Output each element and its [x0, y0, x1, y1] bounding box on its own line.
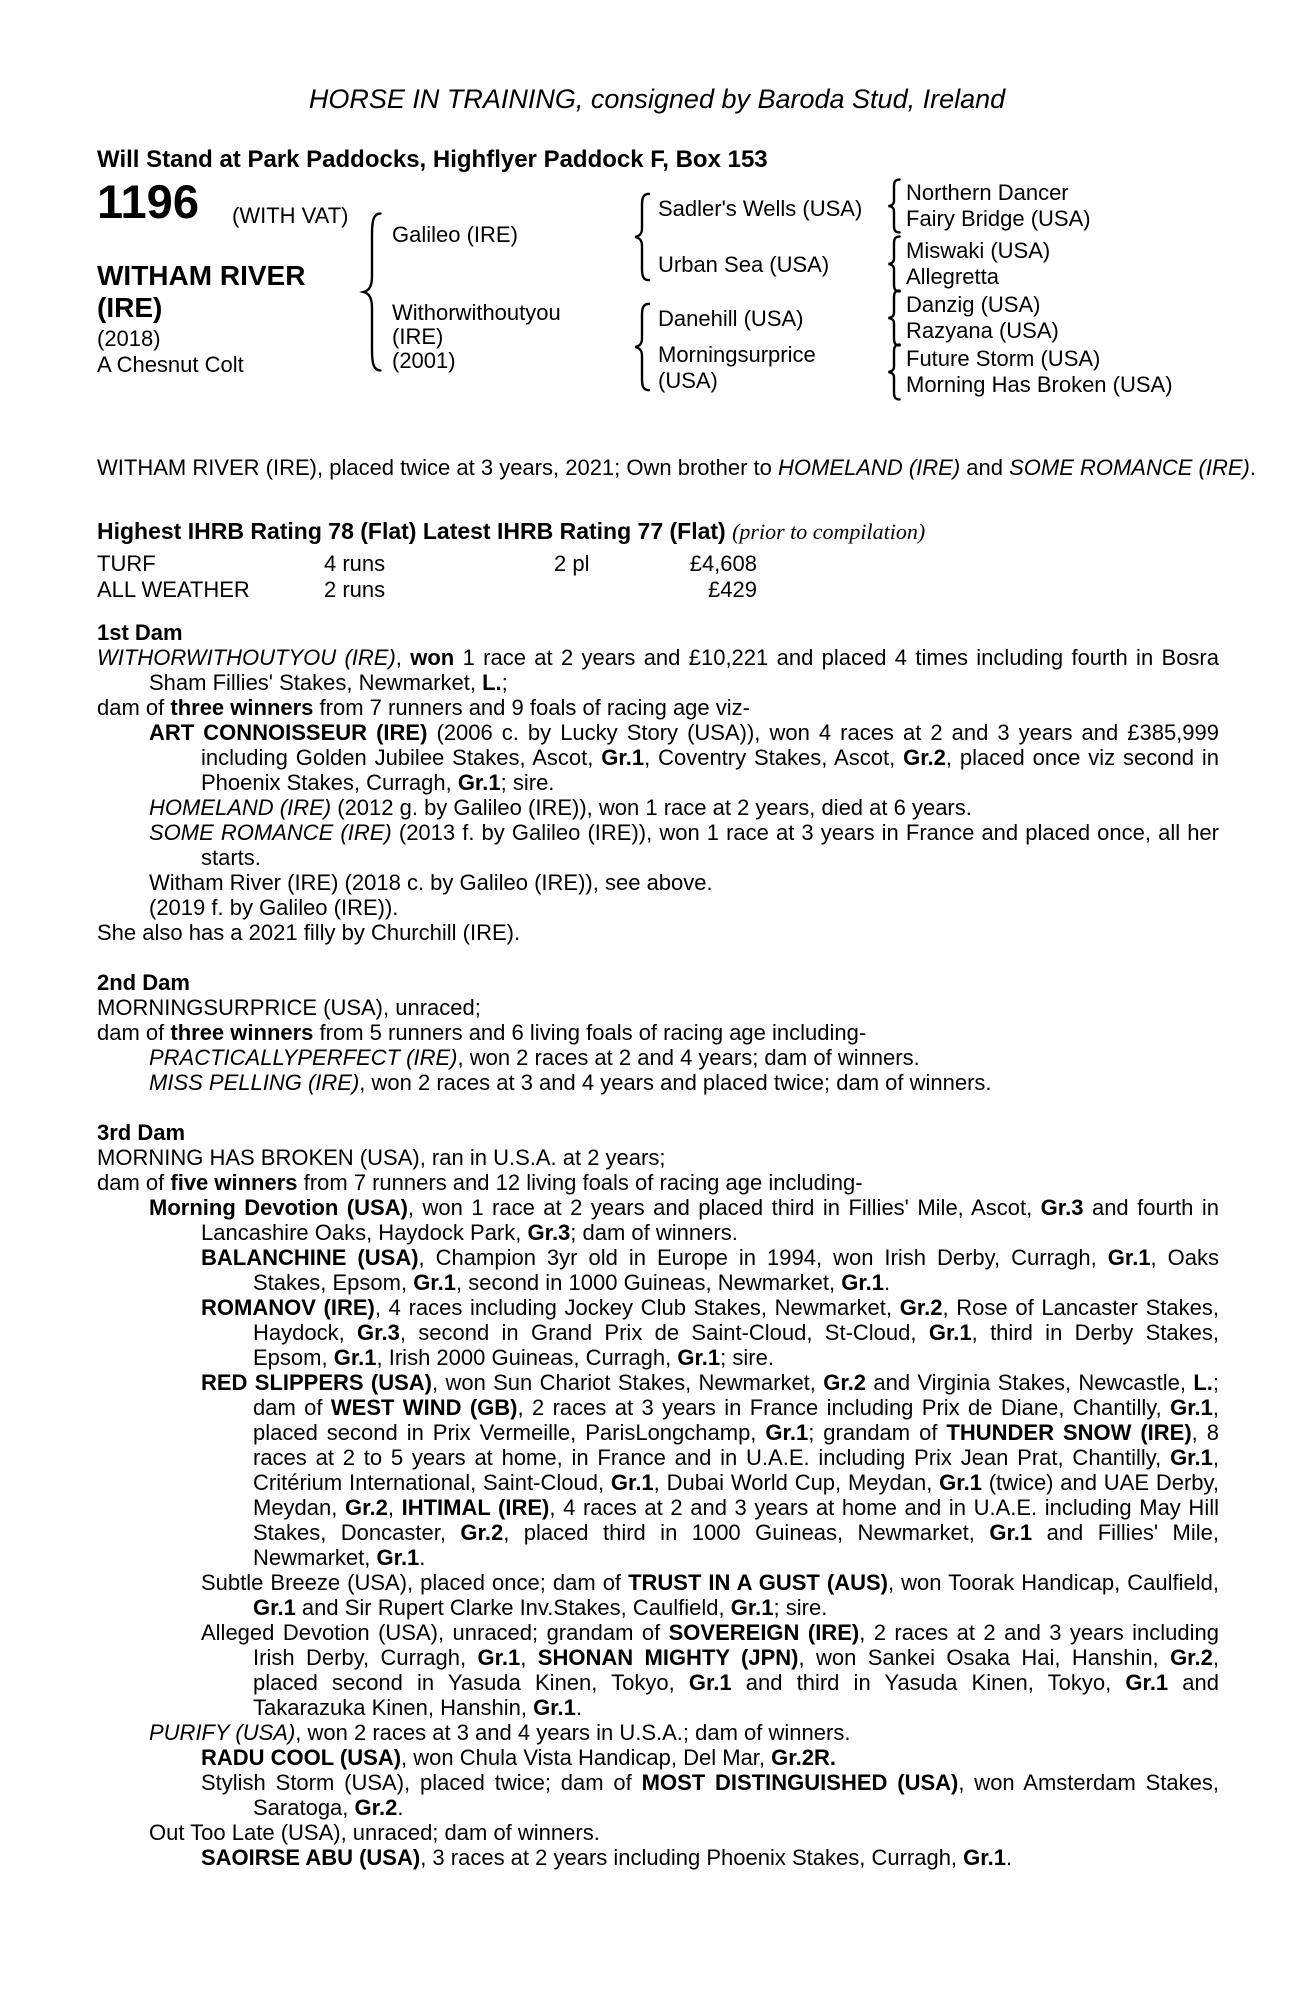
- text-run: Gr.1: [601, 745, 645, 770]
- text-run: Gr.1: [841, 1270, 885, 1295]
- text-run: Gr.1: [333, 1345, 377, 1370]
- text-run: ; dam of: [253, 1370, 1220, 1420]
- text-run: WEST WIND (GB): [330, 1395, 518, 1420]
- pedigree-sire-sire: Sadler's Wells (USA): [658, 196, 863, 221]
- pedigree-text-paragraph: [97, 895, 1219, 920]
- text-run: ; sire.: [720, 1345, 774, 1370]
- text-run: Gr.1: [376, 1545, 420, 1570]
- text-run: Gr.1: [963, 1845, 1006, 1870]
- pedigree-text-paragraph: [97, 1620, 1219, 1720]
- text-run: SOVEREIGN (IRE): [668, 1620, 860, 1645]
- pedigree-text-paragraph: [97, 1020, 1219, 1045]
- text-run: , Irish 2000 Guineas, Curragh,: [376, 1345, 678, 1370]
- text-run: dam of: [97, 1020, 171, 1045]
- consignor-title: HORSE IN TRAINING, consigned by Baroda Stud, Ireland: [308, 84, 1006, 114]
- text-run: MORNINGSURPRICE (USA), unraced;: [97, 995, 481, 1020]
- dam-sections: [97, 620, 1219, 1870]
- text-run: , Coventry Stakes, Ascot,: [644, 745, 904, 770]
- text-run: , placed second in Prix Vermeille, ParisLongchamp,: [253, 1395, 1220, 1445]
- text-run: ; sire.: [500, 770, 555, 795]
- pedigree-text-paragraph: [97, 1170, 1219, 1195]
- runs-cell: 4 runs: [324, 551, 386, 576]
- pedigree-text-paragraph: [97, 1770, 1219, 1820]
- text-run: , won Toorak Handicap, Caulfield,: [888, 1570, 1219, 1595]
- text-run: Gr.1: [457, 770, 501, 795]
- text-run: Stylish Storm (USA), placed twice; dam of: [201, 1770, 642, 1795]
- text-run: ROMANOV (IRE): [201, 1295, 375, 1320]
- pedigree-text-paragraph: [97, 1570, 1219, 1620]
- pedigree-text-paragraph: [97, 795, 1219, 820]
- pedigree-dam-dam-line2: (USA): [658, 368, 718, 393]
- pedigree-brace-gen1-icon: [360, 212, 384, 372]
- horse-name-line1: WITHAM RIVER: [97, 260, 306, 291]
- text-run: won: [410, 645, 455, 670]
- text-run: , Champion 3yr old in Europe in 1994, won Irish Derby, Curragh,: [418, 1245, 1108, 1270]
- text-run: Gr.2: [354, 1795, 398, 1820]
- pedigree-text-paragraph: [97, 1820, 1219, 1845]
- pedigree-text-paragraph: [97, 995, 1219, 1020]
- pedigree-dam-line3: (2001): [392, 348, 456, 373]
- text-run: Gr.2R.: [771, 1745, 836, 1770]
- text-run: from 7 runners and 12 living foals of racing age including-: [297, 1170, 863, 1195]
- dam-section: [97, 1120, 1219, 1870]
- pedigree-text-paragraph: [97, 645, 1219, 695]
- text-run: Gr.1: [1170, 1395, 1213, 1420]
- text-run: Gr.1: [928, 1320, 972, 1345]
- text-run: SOME ROMANCE (IRE): [1009, 455, 1250, 480]
- text-run: WITHAM RIVER (IRE), placed twice at 3 years, 2021; Own brother to: [97, 455, 779, 480]
- text-run: three winners: [170, 1020, 314, 1045]
- text-run: , Dubai World Cup, Meydan,: [653, 1470, 940, 1495]
- text-run: , placed third in 1000 Guineas, Newmarket,: [503, 1520, 990, 1545]
- pedigree-sss: Northern Dancer: [906, 180, 1069, 205]
- text-run: Gr.1: [253, 1595, 296, 1620]
- text-run: Gr.2: [1170, 1645, 1213, 1670]
- text-run: , won 2 races at 3 and 4 years in U.S.A.; dam of winners.: [295, 1720, 851, 1745]
- text-run: dam of: [97, 695, 171, 720]
- pedigree-brace-ds-icon: [886, 290, 902, 346]
- text-run: ,: [387, 1495, 402, 1520]
- text-run: SAOIRSE ABU (USA): [201, 1845, 421, 1870]
- horse-description: A Chesnut Colt: [97, 352, 244, 377]
- text-run: (2013 f. by Galileo (IRE)), won 1 race at 3 years in France and placed once, all her starts.: [201, 820, 1219, 870]
- race-record-table: [97, 551, 797, 603]
- text-run: Gr.1: [1170, 1445, 1213, 1470]
- pedigree-dam-line1: Withorwithoutyou: [392, 300, 561, 325]
- pedigree-text-paragraph: [97, 1295, 1219, 1370]
- rating-note: (prior to compilation): [732, 519, 926, 544]
- text-run: , 3 races at 2 years including Phoenix Stakes, Curragh,: [420, 1845, 964, 1870]
- text-run: , Rose of Lancaster Stakes, Haydock,: [253, 1295, 1220, 1345]
- pedigree-text-paragraph: [97, 1370, 1219, 1570]
- text-run: Gr.2: [823, 1370, 867, 1395]
- text-run: , placed once viz second in Phoenix Stakes, Curragh,: [201, 745, 1219, 795]
- text-run: .: [419, 1545, 426, 1570]
- text-run: , won Amsterdam Stakes, Saratoga,: [253, 1770, 1219, 1820]
- pedigree-sire: Galileo (IRE): [392, 222, 518, 247]
- text-run: (2012 g. by Galileo (IRE)), won 1 race at 2 years, died at 6 years.: [331, 795, 972, 820]
- text-run: SHONAN MIGHTY (JPN): [537, 1645, 799, 1670]
- pedigree-dam-dam-line1: Morningsurprice: [658, 342, 816, 367]
- text-run: ART CONNOISSEUR (IRE): [149, 720, 428, 745]
- text-run: Gr.1: [989, 1520, 1033, 1545]
- text-run: (2006 c. by Lucky Story (USA)), won 4 races at 2 and 3 years and £385,999 including Golden Jubilee Stakes, Ascot,: [201, 720, 1220, 770]
- text-run: She also has a 2021 filly by Churchill (IRE).: [97, 920, 521, 945]
- pedigree-dsd: Razyana (USA): [906, 318, 1059, 343]
- text-run: MISS PELLING (IRE): [149, 1070, 360, 1095]
- pedigree-text-paragraph: [97, 1845, 1219, 1870]
- race-record-paragraph: [97, 455, 1271, 481]
- pedigree-ddd: Morning Has Broken (USA): [906, 372, 1173, 397]
- lot-number: 1196: [97, 175, 199, 228]
- text-run: Morning Devotion (USA): [149, 1195, 408, 1220]
- pedigree-text-paragraph: [97, 695, 1219, 720]
- text-run: Gr.1: [413, 1270, 456, 1295]
- pedigree-text-paragraph: [97, 1070, 1219, 1095]
- text-run: , Critérium International, Saint-Cloud,: [253, 1445, 1219, 1495]
- rating-line: [97, 518, 925, 545]
- earnings-cell: £429: [708, 577, 757, 602]
- text-run: , second in Grand Prix de Saint-Cloud, St-Cloud,: [399, 1320, 929, 1345]
- text-run: Gr.1: [610, 1470, 654, 1495]
- text-run: SOME ROMANCE (IRE): [149, 820, 392, 845]
- text-run: WITHORWITHOUTYOU (IRE): [97, 645, 396, 670]
- text-run: L.: [1193, 1370, 1213, 1395]
- text-run: ; grandam of: [808, 1420, 947, 1445]
- text-run: Gr.1: [1125, 1670, 1169, 1695]
- pedigree-dam-line2: (IRE): [392, 324, 444, 349]
- text-run: and Fillies' Mile, Newmarket,: [253, 1520, 1219, 1570]
- pedigree-brace-ss-icon: [886, 179, 902, 233]
- rating-headline: Highest IHRB Rating 78 (Flat) Latest IHRB Rating 77 (Flat): [97, 518, 726, 544]
- pedigree-ssd: Fairy Bridge (USA): [906, 206, 1091, 231]
- placings-cell: 2 pl: [554, 551, 590, 576]
- text-run: from 7 runners and 9 foals of racing age viz-: [313, 695, 750, 720]
- text-run: MOST DISTINGUISHED (USA): [641, 1770, 959, 1795]
- text-run: TRUST IN A GUST (AUS): [628, 1570, 888, 1595]
- text-run: and Takarazuka Kinen, Hanshin,: [253, 1670, 1220, 1720]
- pedigree-text-paragraph: [97, 920, 1219, 945]
- text-run: , won Chula Vista Handicap, Del Mar,: [401, 1745, 772, 1770]
- text-run: Out Too Late (USA), unraced; dam of winners.: [149, 1820, 600, 1845]
- text-run: BALANCHINE (USA): [201, 1245, 419, 1270]
- pedigree-brace-sire-icon: [632, 193, 652, 281]
- text-run: , second in 1000 Guineas, Newmarket,: [456, 1270, 842, 1295]
- text-run: .: [575, 1695, 582, 1720]
- pedigree-text-paragraph: [97, 1720, 1219, 1745]
- pedigree-text-paragraph: [97, 1245, 1219, 1295]
- pedigree-dds: Future Storm (USA): [906, 346, 1101, 371]
- text-run: Gr.1: [730, 1595, 774, 1620]
- text-run: ; sire.: [773, 1595, 828, 1620]
- stand-location-line: Will Stand at Park Paddocks, Highflyer Paddock F, Box 153: [97, 146, 768, 173]
- table-row: [97, 551, 797, 577]
- text-run: .: [884, 1270, 891, 1295]
- text-run: ,: [520, 1645, 538, 1670]
- text-run: Subtle Breeze (USA), placed once; dam of: [201, 1570, 629, 1595]
- text-run: , won Sankei Osaka Hai, Hanshin,: [798, 1645, 1171, 1670]
- text-run: , third in Derby Stakes, Epsom,: [253, 1320, 1219, 1370]
- lot-vat-note: (WITH VAT): [232, 203, 349, 228]
- text-run: dam of: [97, 1170, 171, 1195]
- text-run: Witham River (IRE) (2018 c. by Galileo (IRE)), see above.: [149, 870, 713, 895]
- text-run: and Sir Rupert Clarke Inv.Stakes, Caulfield,: [295, 1595, 731, 1620]
- text-run: HOMELAND (IRE): [149, 795, 332, 820]
- text-run: Gr.3: [1040, 1195, 1084, 1220]
- text-run: and fourth in Lancashire Oaks, Haydock Park,: [201, 1195, 1219, 1245]
- surface-cell: ALL WEATHER: [97, 577, 250, 602]
- text-run: PRACTICALLYPERFECT (IRE): [149, 1045, 458, 1070]
- pedigree-brace-sd-icon: [886, 236, 902, 292]
- pedigree-text-paragraph: [97, 820, 1219, 870]
- text-run: , 4 races at 2 and 3 years at home and in U.A.E. including May Hill Stakes, Doncaster,: [253, 1495, 1219, 1545]
- text-run: PURIFY (USA): [149, 1720, 296, 1745]
- text-run: 1 race at 2 years and £10,221 and placed 4 times including fourth in Bosra Sham Fillies' Stakes, Newmarket,: [149, 645, 1219, 695]
- runs-cell: 2 runs: [324, 577, 386, 602]
- text-run: and Virginia Stakes, Newcastle,: [866, 1370, 1194, 1395]
- pedigree-text-paragraph: [97, 720, 1219, 795]
- pedigree-brace-dam-icon: [632, 303, 652, 391]
- text-run: Gr.1: [688, 1670, 732, 1695]
- text-run: L.: [482, 670, 502, 695]
- text-run: , won 2 races at 3 and 4 years and placed twice; dam of winners.: [359, 1070, 992, 1095]
- text-run: (twice) and UAE Derby, Meydan,: [253, 1470, 1219, 1520]
- text-run: , 8 races at 2 to 5 years at home, in France and in U.A.E. including Prix Jean Prat, Chantilly,: [253, 1420, 1219, 1470]
- pedigree-brace-dd-icon: [886, 344, 902, 400]
- text-run: Gr.1: [533, 1695, 576, 1720]
- text-run: and: [960, 455, 1010, 480]
- text-run: Gr.1: [677, 1345, 721, 1370]
- pedigree-text-paragraph: [97, 870, 1219, 895]
- pedigree-text-paragraph: [97, 1745, 1219, 1770]
- text-run: Gr.1: [477, 1645, 521, 1670]
- earnings-cell: £4,608: [689, 551, 757, 576]
- dam-section-heading: 3rd Dam: [97, 1120, 186, 1145]
- text-run: .: [397, 1795, 404, 1820]
- text-run: HOMELAND (IRE): [778, 455, 961, 480]
- text-run: Gr.2: [345, 1495, 388, 1520]
- dam-section: [97, 620, 1219, 945]
- pedigree-text-paragraph: [97, 1195, 1219, 1245]
- text-run: from 5 runners and 6 living foals of racing age including-: [313, 1020, 867, 1045]
- table-row: [97, 577, 797, 603]
- dam-section: [97, 970, 1219, 1095]
- dam-section-heading: 1st Dam: [97, 620, 183, 645]
- text-run: , placed second in Yasuda Kinen, Tokyo,: [253, 1645, 1219, 1695]
- text-run: .: [1005, 1845, 1013, 1870]
- text-run: , 4 races including Jockey Club Stakes, Newmarket,: [374, 1295, 900, 1320]
- text-run: THUNDER SNOW (IRE): [946, 1420, 1192, 1445]
- text-run: Gr.1: [1107, 1245, 1151, 1270]
- text-run: Alleged Devotion (USA), unraced; grandam of: [201, 1620, 669, 1645]
- text-run: .: [1249, 455, 1256, 480]
- text-run: Gr.1: [765, 1420, 809, 1445]
- pedigree-sdd: Allegretta: [906, 264, 999, 289]
- text-run: Gr.2: [903, 745, 946, 770]
- pedigree-dam-sire: Danehill (USA): [658, 306, 804, 331]
- text-run: Gr.1: [939, 1470, 982, 1495]
- pedigree-sire-dam: Urban Sea (USA): [658, 252, 830, 277]
- text-run: three winners: [170, 695, 314, 720]
- text-run: Gr.3: [527, 1220, 571, 1245]
- text-run: and third in Yasuda Kinen, Tokyo,: [731, 1670, 1126, 1695]
- text-run: Gr.3: [357, 1320, 400, 1345]
- surface-cell: TURF: [97, 551, 156, 576]
- pedigree-text-paragraph: [97, 1145, 1219, 1170]
- dam-section-heading: 2nd Dam: [97, 970, 190, 995]
- text-run: , Oaks Stakes, Epsom,: [253, 1245, 1220, 1295]
- text-run: , 2 races at 3 years in France including Prix de Diane, Chantilly,: [517, 1395, 1171, 1420]
- pedigree-sds: Miswaki (USA): [906, 238, 1051, 263]
- text-run: five winners: [170, 1170, 298, 1195]
- text-run: IHTIMAL (IRE): [401, 1495, 550, 1520]
- text-run: ;: [501, 670, 508, 695]
- horse-name-line2: (IRE): [97, 292, 163, 323]
- text-run: (2019 f. by Galileo (IRE)).: [149, 895, 399, 920]
- text-run: , won 2 races at 2 and 4 years; dam of winners.: [457, 1045, 920, 1070]
- text-run: Gr.2: [460, 1520, 504, 1545]
- text-run: RADU COOL (USA): [201, 1745, 402, 1770]
- pedigree-dss: Danzig (USA): [906, 292, 1041, 317]
- text-run: MORNING HAS BROKEN (USA), ran in U.S.A. at 2 years;: [97, 1145, 666, 1170]
- text-run: Gr.2: [899, 1295, 943, 1320]
- pedigree-text-paragraph: [97, 1045, 1219, 1070]
- text-run: ; dam of winners.: [570, 1220, 738, 1245]
- text-run: , won 1 race at 2 years and placed third in Fillies' Mile, Ascot,: [407, 1195, 1041, 1220]
- text-run: , 2 races at 2 and 3 years including Irish Derby, Curragh,: [253, 1620, 1219, 1670]
- text-run: RED SLIPPERS (USA): [201, 1370, 433, 1395]
- text-run: ,: [395, 645, 411, 670]
- horse-foaled-year: (2018): [97, 326, 161, 351]
- text-run: , won Sun Chariot Stakes, Newmarket,: [432, 1370, 824, 1395]
